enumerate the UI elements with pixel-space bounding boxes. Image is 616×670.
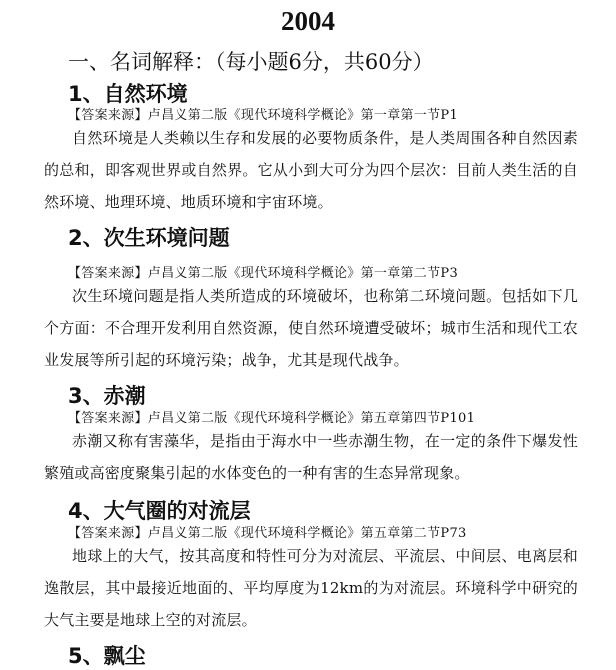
term-4-definition: 地球上的大气，按其高度和特性可分为对流层、平流层、中间层、电离层和逸散层，其中最接近地面的、平均厚度为12km的为对流层。环境科学中研究的大气主要是地球上空的对流层。 (44, 547, 578, 629)
term-2-definition: 次生环境问题是指人类所造成的环境破坏，也称第二环境问题。包括如下几个方面：不合理开发利用自然资源，使自然环境遭受破坏；城市生活和现代工农业发展等所引起的环境污染；战争，尤其是现代战争。 (44, 287, 578, 369)
term-2-title: 2、次生环境问题 (68, 226, 230, 250)
term-3-source: 【答案来源】卢昌义第二版《现代环境科学概论》第五章第四节P101 (68, 411, 476, 426)
term-2-source: 【答案来源】卢昌义第二版《现代环境科学概论》第一章第二节P3 (68, 266, 459, 281)
term-1-title: 1、自然环境 (68, 82, 188, 106)
term-3-definition: 赤潮又称有害藻华，是指由于海水中一些赤潮生物，在一定的条件下爆发性繁殖或高密度聚集引起的水体变色的一种有害的生态异常现象。 (44, 432, 578, 482)
term-1-source: 【答案来源】卢昌义第二版《现代环境科学概论》第一章第一节P1 (68, 108, 459, 123)
term-5-title: 5、飘尘 (68, 644, 146, 668)
term-1-definition: 自然环境是人类赖以生存和发展的必要物质条件，是人类周围各种自然因素的总和，即客观世界或自然界。它从小到大可分为四个层次：目前人类生活的自然环境、地理环境、地质环境和宇宙环境。 (44, 129, 578, 211)
term-4-title: 4、大气圈的对流层 (68, 499, 251, 523)
exam-year-heading: 2004 (281, 6, 335, 36)
term-4-source: 【答案来源】卢昌义第二版《现代环境科学概论》第五章第二节P73 (68, 526, 467, 541)
section-title: 一、名词解释：（每小题6分，共60分） (68, 50, 434, 74)
term-3-title: 3、赤潮 (68, 384, 146, 408)
